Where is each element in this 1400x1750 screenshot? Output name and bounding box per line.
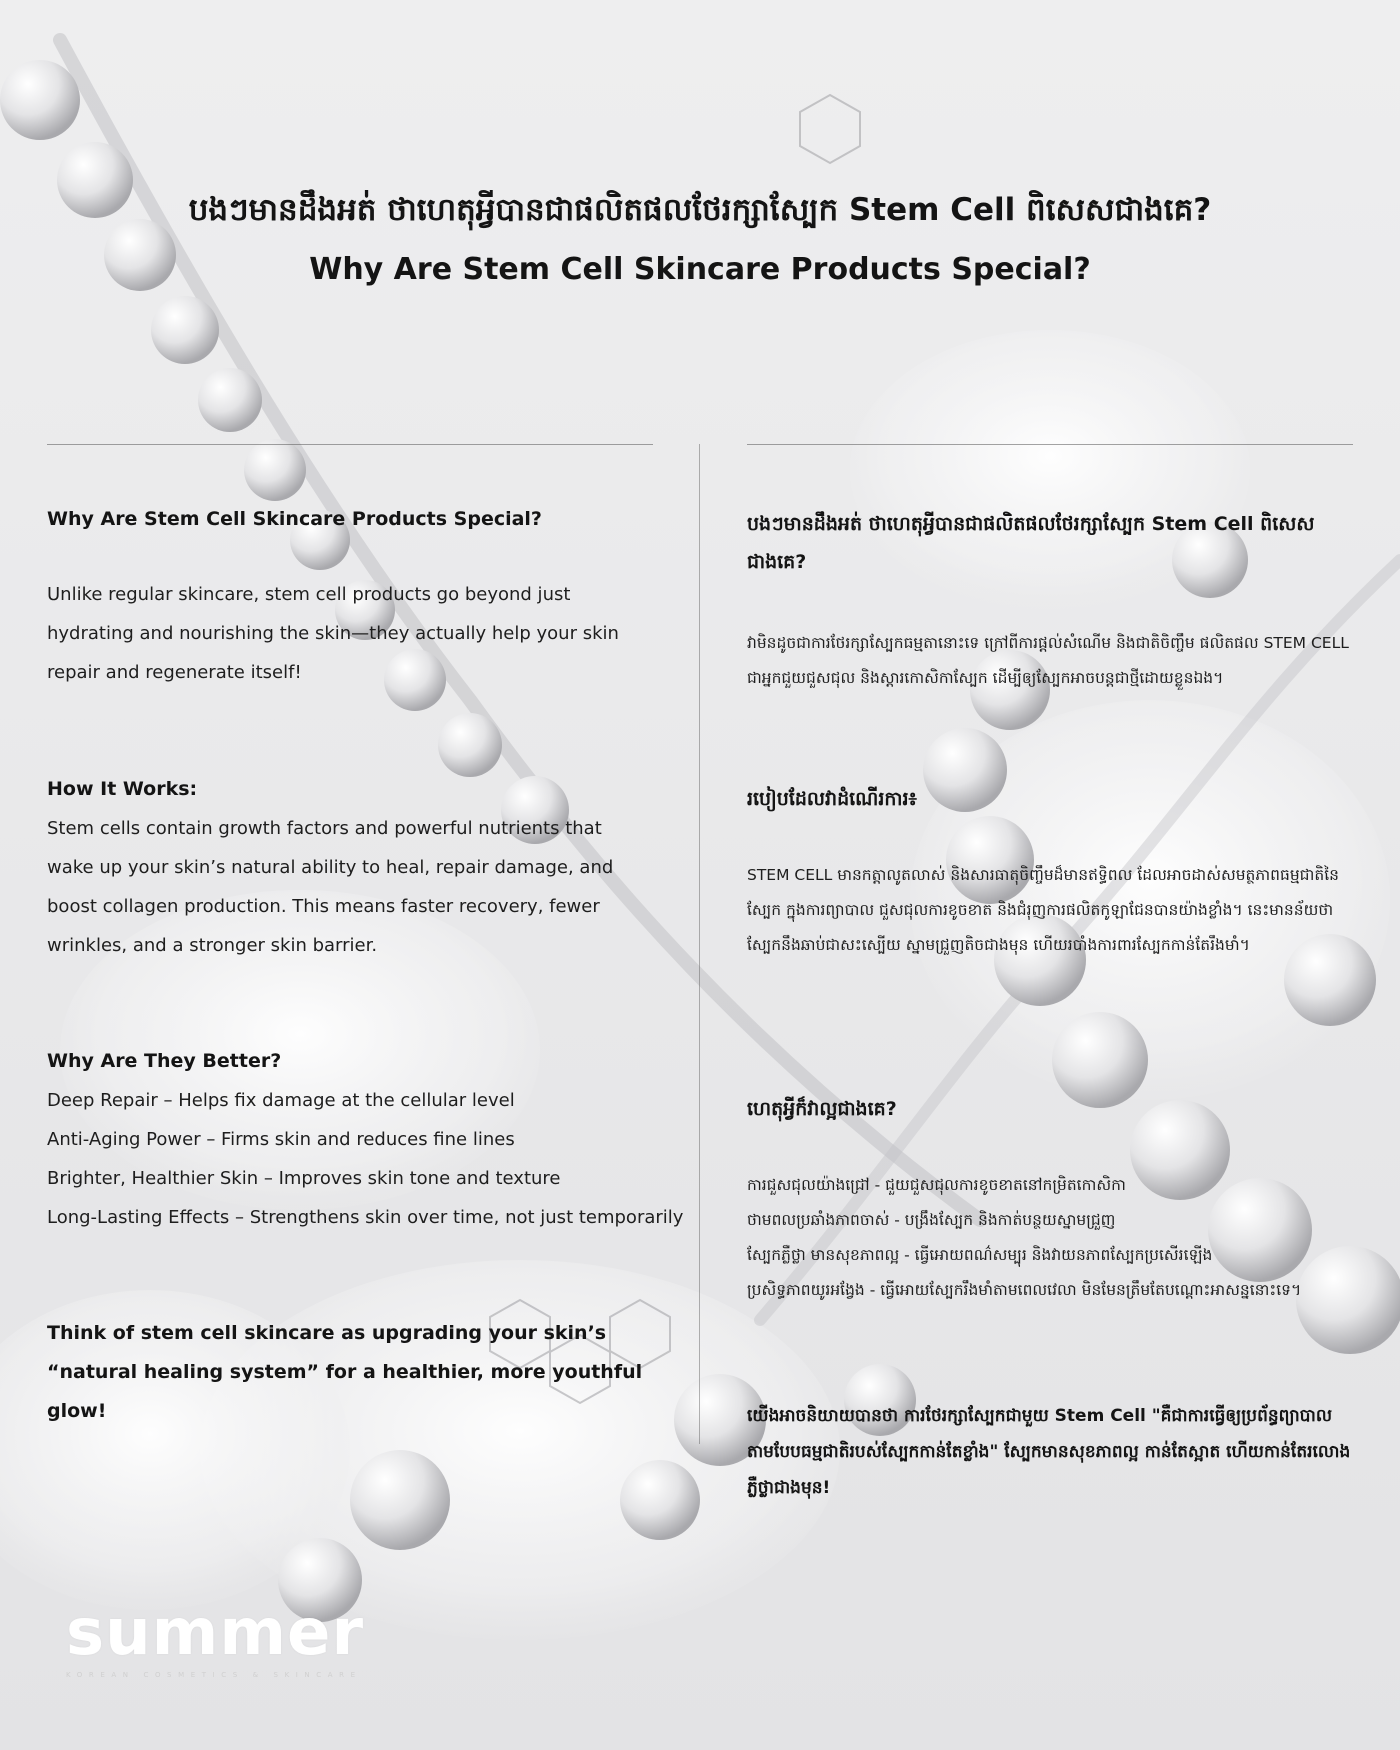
page-title-english: Why Are Stem Cell Skincare Products Special? (309, 252, 1091, 287)
benefit-item: Deep Repair – Helps fix damage at the cellular level (47, 1090, 515, 1111)
right-how-heading: របៀបដែលវាដំណើរការ៖ (747, 788, 917, 810)
brand-wordmark: summer (66, 1596, 364, 1670)
benefit-item: ស្បែកភ្លឺថ្លា មានសុខភាពល្អ - ធ្វើអោយពណ៌សម្បុរ និងវាយនភាពស្បែកប្រសើរឡើង (747, 1246, 1213, 1264)
brand-tagline: KOREAN COSMETICS & SKINCARE (66, 1671, 362, 1679)
page-title-khmer: បងៗមានដឹងអត់ ថាហេតុអ្វីបានជាផលិតផលថែរក្សាស្បែក Stem Cell ពិសេសជាងគេ? (188, 192, 1212, 228)
right-section-heading: បងៗមានដឹងអត់ ថាហេតុអ្វីបានជាផលិតផលថែរក្សាស្បែក Stem Cell ពិសេសជាងគេ? (747, 513, 1315, 573)
left-intro-paragraph: Unlike regular skincare, stem cell products go beyond just hydrating and nourishing the skin—they actually help your skin repair and regenerate itself! (47, 584, 619, 683)
benefit-item: Anti-Aging Power – Firms skin and reduces fine lines (47, 1129, 515, 1150)
right-divider-line (747, 444, 1353, 445)
right-intro-paragraph: វាមិនដូចជាការថែរក្សាស្បែកធម្មតានោះទេ ក្រៅពីការផ្តល់សំណើម និងជាតិចិញ្ចឹម ផលិតផល STEM CELL ជាអ្នកជួយជួសជុល និងស្តារកោសិកាស្បែក ដើម្បីឲ្យស្បែកអាចបន្តជាថ្មីដោយខ្លួនឯង។ (747, 634, 1349, 687)
column-separator (699, 444, 700, 1444)
left-section-heading: Why Are Stem Cell Skincare Products Special? (47, 508, 542, 530)
right-closing-statement: យើងអាចនិយាយបានថា ការថែរក្សាស្បែកជាមួយ Stem Cell "គឺជាការធ្វើឲ្យប្រព័ន្ធព្យាបាលតាមបែបធម្មជាតិរបស់ស្បែកកាន់តែខ្លាំង" ស្បែកមានសុខភាពល្អ កាន់តែស្អាត ហើយកាន់តែរលោងភ្លឺថ្លាជាងមុន! (747, 1406, 1351, 1498)
right-better-heading: ហេតុអ្វីក៏វាល្អជាងគេ? (747, 1098, 897, 1120)
right-how-paragraph: STEM CELL មានកត្តាលូតលាស់ និងសារធាតុចិញ្ចឹមដ៏មានឥទ្ធិពល ដែលអាចដាស់សមត្ថភាពធម្មជាតិនៃស្បែក ក្នុងការព្យាបាល ជួសជុលការខូចខាត និងជំរុញការផលិតកូឡាជែនបានយ៉ាងខ្លាំង។ នេះមានន័យថា ស្បែកនឹងឆាប់ជាសះស្បើយ ស្នាមជ្រួញតិចជាងមុន ហើយរបាំងការពារស្បែកកាន់តែរឹងមាំ។ (747, 866, 1340, 954)
why-better-heading: Why Are They Better? (47, 1050, 282, 1072)
right-benefits-list (747, 1168, 1353, 1308)
left-closing-statement: Think of stem cell skincare as upgrading your skin’s “natural healing system” for a healthier, more youthful glow! (47, 1322, 643, 1422)
left-benefits-list (47, 1081, 687, 1237)
how-it-works-paragraph: Stem cells contain growth factors and powerful nutrients that wake up your skin’s natural ability to heal, repair damage, and boost collagen production. This means faster recovery, fewer wrinkles, and a stronger skin barrier. (47, 818, 614, 956)
benefit-item: ថាមពលប្រឆាំងភាពចាស់ - បង្រឹងស្បែក និងកាត់បន្ថយស្នាមជ្រួញ (747, 1211, 1116, 1229)
benefit-item: ការជួសជុលយ៉ាងជ្រៅ - ជួយជួសជុលការខូចខាតនៅកម្រិតកោសិកា (747, 1176, 1126, 1194)
how-it-works-heading: How It Works: (47, 778, 198, 800)
benefit-item: Brighter, Healthier Skin – Improves skin tone and texture (47, 1168, 561, 1189)
left-divider-line (47, 444, 653, 445)
benefit-item: Long-Lasting Effects – Strengthens skin over time, not just temporarily (47, 1207, 684, 1228)
brand-logo (66, 1598, 406, 1680)
benefit-item: ប្រសិទ្ធភាពយូរអង្វែង - ធ្វើអោយស្បែករឹងមាំតាមពេលវេលា មិនមែនត្រឹមតែបណ្ដោះអាសន្ននោះទេ។ (747, 1281, 1302, 1299)
